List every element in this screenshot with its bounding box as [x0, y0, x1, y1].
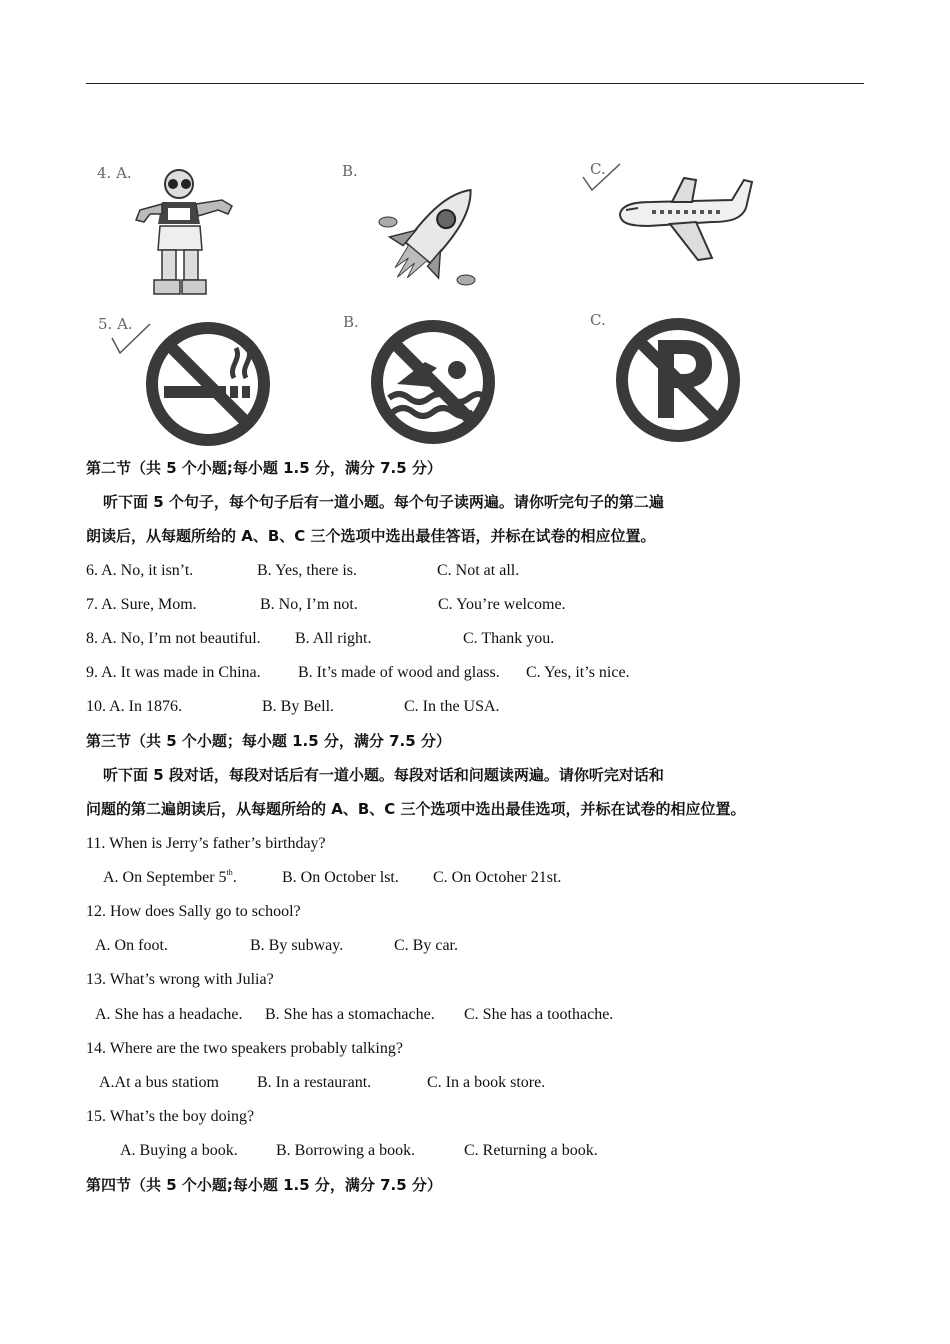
q7-option-b: B. No, I’m not.	[260, 596, 358, 613]
q4-label-a: 4. A.	[97, 164, 132, 182]
section2-heading: 第二节（共 5 个小题;每小题 1.5 分，满分 7.5 分）	[86, 459, 442, 477]
q10-option-c: C. In the USA.	[404, 698, 500, 715]
q4-label-b: B.	[342, 162, 358, 180]
q14-option-b: B. In a restaurant.	[257, 1074, 372, 1091]
q15-option-b: B. Borrowing a book.	[276, 1142, 416, 1159]
q13-option-c: C. She has a toothache.	[464, 1006, 614, 1023]
q8-option-b: B. All right.	[295, 630, 372, 647]
q12-option-c: C. By car.	[394, 937, 458, 954]
section2-instruction-1: 听下面 5 个句子，每个句子后有一道小题。每个句子读两遍。请你听完句子的第二遍	[103, 493, 664, 511]
q12-question: 12. How does Sally go to school?	[86, 903, 301, 920]
q7-option-a: 7. A. Sure, Mom.	[86, 596, 197, 613]
section3-heading: 第三节（共 5 个小题；每小题 1.5 分，满分 7.5 分）	[86, 732, 451, 750]
q12-option-a: A. On foot.	[95, 937, 168, 954]
q15-option-a: A. Buying a book.	[120, 1142, 238, 1159]
q11-question: 11. When is Jerry’s father’s birthday?	[86, 835, 326, 852]
q14-option-c: C. In a book store.	[427, 1074, 546, 1091]
q12-option-b: B. By subway.	[250, 937, 344, 954]
q9-option-c: C. Yes, it’s nice.	[526, 664, 630, 681]
q15-question: 15. What’s the boy doing?	[86, 1108, 255, 1125]
q15-option-c: C. Returning a book.	[464, 1142, 598, 1159]
q13-option-a: A. She has a headache.	[95, 1006, 243, 1023]
q5-label-c: C.	[590, 311, 606, 329]
no-smoking-icon	[142, 320, 274, 448]
q5-label-a: 5. A.	[98, 315, 133, 333]
no-swimming-icon	[367, 318, 499, 446]
q5-label-b: B.	[343, 313, 359, 331]
section4-heading: 第四节（共 5 个小题;每小题 1.5 分，满分 7.5 分）	[86, 1176, 442, 1194]
robot-icon	[132, 164, 242, 300]
q8-option-a: 8. A. No, I’m not beautiful.	[86, 630, 261, 647]
airplane-icon	[612, 174, 754, 266]
section3-instruction-1: 听下面 5 段对话，每段对话后有一道小题。每段对话和问题读两遍。请你听完对话和	[103, 766, 664, 784]
q9-option-b: B. It’s made of wood and glass.	[298, 664, 500, 681]
q11-option-b: B. On October lst.	[282, 869, 399, 886]
q14-question: 14. Where are the two speakers probably talking?	[86, 1040, 403, 1057]
q8-option-c: C. Thank you.	[463, 630, 555, 647]
q11-option-a: A. On September 5th.	[103, 868, 237, 886]
q7-option-c: C. You’re welcome.	[438, 596, 566, 613]
q10-option-b: B. By Bell.	[262, 698, 335, 715]
q6-option-a: 6. A. No, it isn’t.	[86, 562, 194, 579]
q11-option-c: C. On Octoher 21st.	[433, 869, 562, 886]
rocket-icon	[362, 172, 502, 300]
header-rule	[86, 83, 864, 84]
q10-option-a: 10. A. In 1876.	[86, 698, 182, 715]
section3-instruction-2: 问题的第二遍朗读后，从每题所给的 A、B、C 三个选项中选出最佳选项，并标在试卷的相应位置。	[86, 800, 746, 818]
q4-label-c: C.	[590, 160, 606, 178]
q9-option-a: 9. A. It was made in China.	[86, 664, 261, 681]
q6-option-b: B. Yes, there is.	[257, 562, 358, 579]
q14-option-a: A.At a bus statiom	[99, 1074, 219, 1091]
q13-question: 13. What’s wrong with Julia?	[86, 971, 274, 988]
no-parking-icon	[612, 316, 744, 444]
section2-instruction-2: 朗读后，从每题所给的 A、B、C 三个选项中选出最佳答语，并标在试卷的相应位置。	[86, 527, 656, 545]
q6-option-c: C. Not at all.	[437, 562, 520, 579]
q13-option-b: B. She has a stomachache.	[265, 1006, 435, 1023]
